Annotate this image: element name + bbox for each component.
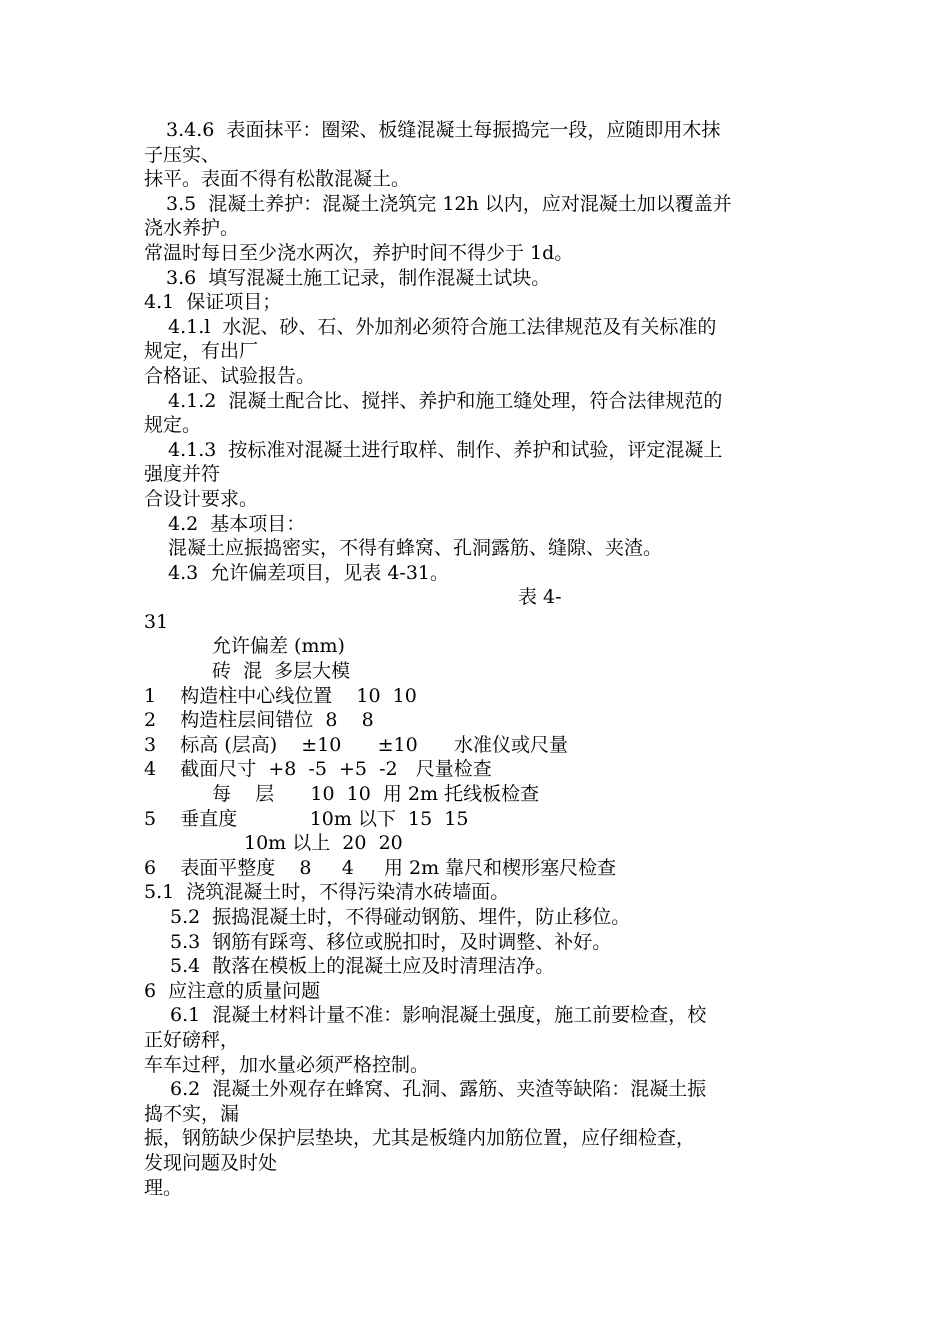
- para-3-6: 3.6 填写混凝土施工记录，制作混凝土试块。: [166, 266, 551, 289]
- para-6-2-line1: 6.2 混凝土外观存在蜂窝、孔洞、露筋、夹渣等缺陷：混凝土振: [170, 1078, 707, 1101]
- para-6-2-line3: 振，钢筋缺少保护层垫块，尤其是板缝内加筋位置，应仔细检查，: [144, 1127, 696, 1150]
- heading-4-2: 4.2 基本项目：: [168, 512, 306, 535]
- para-4-1-2-line1: 4.1.2 混凝土配合比、搅拌、养护和施工缝处理，符合法律规范的: [168, 389, 723, 412]
- para-4-1-1-line1: 4.1.l 水泥、砂、石、外加剂必须符合施工法律规范及有关标准的: [168, 315, 717, 338]
- table-row-4: 4 截面尺寸 +8 -5 +5 -2 尺量检查: [144, 758, 492, 781]
- para-6-2-line5: 理。: [144, 1176, 183, 1199]
- table-caption-line2: 31: [144, 610, 169, 633]
- heading-4-1: 4.1 保证项目；: [144, 291, 282, 314]
- para-4-1-1-line2: 规定，有出厂: [144, 340, 259, 363]
- para-3-5-line1: 3.5 混凝土养护：混凝土浇筑完 12h 以内，应对混凝土加以覆盖并: [166, 192, 732, 215]
- para-6-1-line1: 6.1 混凝土材料计量不准：影响混凝土强度，施工前要检查，校: [170, 1004, 707, 1027]
- para-3-4-6-line3: 抹平。表面不得有松散混凝土。: [144, 168, 411, 191]
- table-row-6: 6 表面平整度 8 4 用 2m 靠尺和楔形塞尺检查: [144, 856, 617, 879]
- heading-6: 6 应注意的质量问题: [144, 979, 321, 1002]
- para-4-1-3-line2: 强度并符: [144, 463, 221, 486]
- para-4-1-3-line3: 合设计要求。: [144, 487, 259, 510]
- para-4-2: 混凝土应振捣密实，不得有蜂窝、孔洞露筋、缝隙、夹渣。: [168, 537, 663, 560]
- para-4-1-1-line3: 合格证、试验报告。: [144, 364, 316, 387]
- table-row-5-sub2: 10m 以上 20 20: [244, 832, 403, 855]
- para-4-1-2-line2: 规定。: [144, 414, 202, 437]
- table-row-2: 2 构造柱层间错位 8 8: [144, 709, 374, 732]
- para-3-5-line3: 常温时每日至少浇水两次，养护时间不得少于 1d。: [144, 241, 574, 264]
- para-6-2-line2: 捣不实，漏: [144, 1102, 240, 1125]
- para-6-1-line2: 正好磅秤，: [144, 1028, 240, 1051]
- document-page: [144, 118, 814, 1200]
- table-row-1: 1 构造柱中心线位置 10 10: [144, 684, 417, 707]
- table-header-deviation: 允许偏差 (mm): [212, 635, 345, 658]
- para-5-3: 5.3 钢筋有踩弯、移位或脱扣时，及时调整、补好。: [170, 930, 612, 953]
- table-caption-line1: 表 4-: [518, 586, 562, 609]
- para-4-3: 4.3 允许偏差项目，见表 4-31。: [168, 561, 450, 584]
- table-header-columns: 砖 混 多层大模: [212, 660, 351, 683]
- para-6-2-line4: 发现问题及时处: [144, 1151, 278, 1174]
- para-3-5-line2: 浇水养护。: [144, 217, 240, 240]
- para-5-4: 5.4 散落在模板上的混凝土应及时清理洁净。: [170, 955, 555, 978]
- table-row-5-sub1: 每 层 10 10 用 2m 托线板检查: [212, 783, 540, 806]
- table-row-5: 5 垂直度 10m 以下 15 15: [144, 807, 469, 830]
- para-4-1-3-line1: 4.1.3 按标准对混凝土进行取样、制作、养护和试验，评定混凝上: [168, 438, 723, 461]
- para-3-4-6-line1: 3.4.6 表面抹平：圈梁、板缝混凝土每振捣完一段，应随即用木抹: [166, 119, 721, 141]
- para-3-4-6-line2: 子压实、: [144, 143, 221, 166]
- para-6-1-line3: 车车过秤，加水量必须严格控制。: [144, 1053, 430, 1076]
- para-5-1: 5.1 浇筑混凝土时，不得污染清水砖墙面。: [144, 881, 510, 904]
- para-5-2: 5.2 振捣混凝土时，不得碰动钢筋、埋件，防止移位。: [170, 906, 631, 928]
- table-row-3: 3 标高 (层高) ±10 ±10 水准仪或尺量: [144, 733, 568, 756]
